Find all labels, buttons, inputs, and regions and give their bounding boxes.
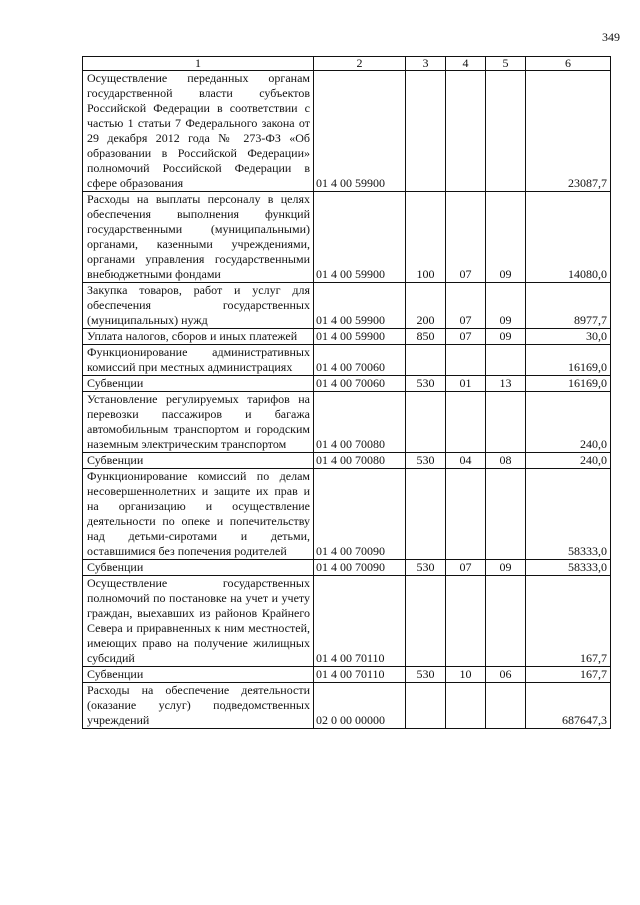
table-row xyxy=(83,453,611,469)
page-number: 349 xyxy=(602,30,620,44)
row-section xyxy=(446,392,486,453)
row-target-code: 01 4 00 70110 xyxy=(314,667,406,683)
row-expense-type xyxy=(406,71,446,192)
row-subsection xyxy=(486,71,526,192)
row-section xyxy=(446,71,486,192)
row-expense-type xyxy=(406,576,446,667)
row-subsection: 09 xyxy=(486,329,526,345)
row-expense-type: 530 xyxy=(406,376,446,392)
row-expense-type xyxy=(406,683,446,729)
row-target-code: 01 4 00 70060 xyxy=(314,345,406,376)
row-section: 04 xyxy=(446,453,486,469)
row-section: 07 xyxy=(446,283,486,329)
row-section: 07 xyxy=(446,192,486,283)
row-section xyxy=(446,345,486,376)
row-description: Субвенции xyxy=(83,667,314,683)
row-description: Расходы на обеспечение деятельности (оказание услуг) подведомственных учреждений xyxy=(83,683,314,729)
row-amount: 14080,0 xyxy=(526,192,611,283)
table-row xyxy=(83,469,611,560)
row-description: Функционирование комиссий по делам несовершеннолетних и защите их прав и на организацию и осуществление деятельности по опеке и попечительству над детьми-сиротами и детьми, оставшимися без попечения родителей xyxy=(83,469,314,560)
row-subsection: 09 xyxy=(486,192,526,283)
row-description: Субвенции xyxy=(83,560,314,576)
row-expense-type: 530 xyxy=(406,667,446,683)
row-amount: 167,7 xyxy=(526,576,611,667)
row-section xyxy=(446,469,486,560)
row-target-code: 01 4 00 70110 xyxy=(314,576,406,667)
row-subsection: 08 xyxy=(486,453,526,469)
row-description: Функционирование административных комиссий при местных администрациях xyxy=(83,345,314,376)
table-row xyxy=(83,329,611,345)
row-description: Уплата налогов, сборов и иных платежей xyxy=(83,329,314,345)
row-description: Расходы на выплаты персоналу в целях обеспечения выполнения функций государственными (муниципальными) органами, казенными учреждениями, органами управления государственными внебюджетными фондами xyxy=(83,192,314,283)
row-amount: 167,7 xyxy=(526,667,611,683)
row-amount: 8977,7 xyxy=(526,283,611,329)
row-target-code: 01 4 00 59900 xyxy=(314,192,406,283)
table-row xyxy=(83,683,611,729)
row-target-code: 01 4 00 70060 xyxy=(314,376,406,392)
row-section xyxy=(446,683,486,729)
row-target-code: 01 4 00 70090 xyxy=(314,560,406,576)
row-amount: 16169,0 xyxy=(526,376,611,392)
table-row xyxy=(83,376,611,392)
row-amount: 23087,7 xyxy=(526,71,611,192)
table-row xyxy=(83,71,611,192)
row-amount: 240,0 xyxy=(526,453,611,469)
row-amount: 58333,0 xyxy=(526,560,611,576)
row-description: Установление регулируемых тарифов на перевозки пассажиров и багажа автомобильным транспортом и городским наземным электрическим транспортом xyxy=(83,392,314,453)
row-amount: 240,0 xyxy=(526,392,611,453)
header-row xyxy=(83,57,611,71)
row-subsection xyxy=(486,683,526,729)
row-description: Осуществление переданных органам государственной власти субъектов Российской Федерации в соответствии с частью 1 статьи 7 Федерального закона от 29 декабря 2012 года № 273-ФЗ «Об образовании в Российской Федерации» полномочий Российской Федерации в сфере образования xyxy=(83,71,314,192)
row-expense-type: 530 xyxy=(406,560,446,576)
row-expense-type xyxy=(406,469,446,560)
header-col-4: 4 xyxy=(446,57,486,71)
row-section: 10 xyxy=(446,667,486,683)
row-target-code: 01 4 00 70090 xyxy=(314,469,406,560)
table-row xyxy=(83,392,611,453)
row-amount: 58333,0 xyxy=(526,469,611,560)
row-description: Субвенции xyxy=(83,453,314,469)
row-amount: 687647,3 xyxy=(526,683,611,729)
table-row xyxy=(83,560,611,576)
row-amount: 16169,0 xyxy=(526,345,611,376)
row-expense-type: 100 xyxy=(406,192,446,283)
row-target-code: 01 4 00 59900 xyxy=(314,329,406,345)
row-subsection xyxy=(486,469,526,560)
row-section: 07 xyxy=(446,329,486,345)
row-description: Закупка товаров, работ и услуг для обеспечения государственных (муниципальных) нужд xyxy=(83,283,314,329)
row-subsection xyxy=(486,392,526,453)
row-expense-type xyxy=(406,345,446,376)
row-target-code: 01 4 00 59900 xyxy=(314,71,406,192)
row-description: Субвенции xyxy=(83,376,314,392)
header-col-2: 2 xyxy=(314,57,406,71)
table-row xyxy=(83,192,611,283)
table-row xyxy=(83,667,611,683)
table-row xyxy=(83,283,611,329)
row-subsection: 13 xyxy=(486,376,526,392)
row-subsection: 09 xyxy=(486,560,526,576)
row-subsection: 06 xyxy=(486,667,526,683)
row-section: 01 xyxy=(446,376,486,392)
row-description: Осуществление государственных полномочий по постановке на учет и учету граждан, выехавших из районов Крайнего Севера и приравненных к ним местностей, имеющих право на получение жилищных субсидий xyxy=(83,576,314,667)
header-col-6: 6 xyxy=(526,57,611,71)
row-target-code: 01 4 00 70080 xyxy=(314,392,406,453)
table-row xyxy=(83,345,611,376)
row-expense-type xyxy=(406,392,446,453)
row-target-code: 02 0 00 00000 xyxy=(314,683,406,729)
header-col-1: 1 xyxy=(83,57,314,71)
row-expense-type: 530 xyxy=(406,453,446,469)
row-section: 07 xyxy=(446,560,486,576)
row-target-code: 01 4 00 70080 xyxy=(314,453,406,469)
row-section xyxy=(446,576,486,667)
row-target-code: 01 4 00 59900 xyxy=(314,283,406,329)
budget-table xyxy=(82,56,611,729)
header-col-3: 3 xyxy=(406,57,446,71)
row-expense-type: 200 xyxy=(406,283,446,329)
header-col-5: 5 xyxy=(486,57,526,71)
row-amount: 30,0 xyxy=(526,329,611,345)
table-row xyxy=(83,576,611,667)
row-subsection: 09 xyxy=(486,283,526,329)
row-expense-type: 850 xyxy=(406,329,446,345)
row-subsection xyxy=(486,345,526,376)
row-subsection xyxy=(486,576,526,667)
